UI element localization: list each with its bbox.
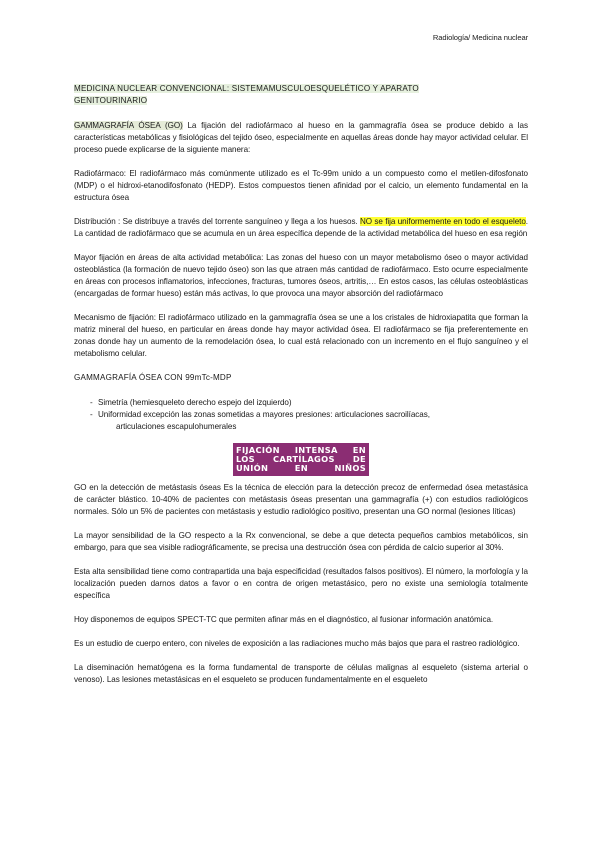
paragraph-metastasis: GO en la detección de metástasis óseas Es la técnica de elección para la detección precoz de enfermedad ósea metastásica de carácter blástico. 10-40% de pacientes con metástasis óseas presentan una gammagrafía (+) con estudios radiológicos normales. Sólo un 5% de pacientes con metástasis y estudio radiológico positivo, presentan una GO normal (lesiones líticas): [74, 483, 528, 516]
bullet-item-simetria: - Simetría (hemiesqueleto derecho espejo del izquierdo): [90, 397, 528, 409]
paragraph-diseminacion: La diseminación hematógena es la forma fundamental de transporte de células malignas al esqueleto (sistema arterial o venoso). Las lesiones metastásicas en el esqueleto se producen fundamentalmente en el esqueleto: [74, 663, 528, 684]
paragraph-cuerpo-entero: Es un estudio de cuerpo entero, con niveles de exposición a las radiaciones mucho más bajos que para el rastreo radiológico.: [74, 639, 520, 648]
distribucion-text: Distribución : Se distribuye a través del torrente sanguíneo y llega a los huesos.: [74, 217, 361, 226]
paragraph-sensibilidad: La mayor sensibilidad de la GO respecto a la Rx convencional, se debe a que detecta pequeños cambios metabólicos, sin embargo, para que sea visible radiográficamente, se precisa una destrucción ósea con pérdida de calcio superior al 30%.: [74, 531, 528, 552]
go-mdp-heading: GAMMAGRAFÍA ÓSEA CON 99mTc-MDP: [74, 373, 232, 382]
paragraph-distribucion: [74, 216, 528, 240]
paragraph-go-intro: [74, 120, 528, 156]
document-body: [74, 83, 528, 698]
go-label: GAMMAGRAFÍA ÓSEA (GO): [74, 121, 183, 130]
highlighted-text: NO se fija uniformemente en todo el esqueleto: [360, 217, 526, 226]
section-title: [74, 83, 528, 107]
paragraph-spect: Hoy disponemos de equipos SPECT-TC que permiten afinar más en el diagnóstico, al fusionar información anatómica.: [74, 615, 494, 624]
uniformidad-text: Uniformidad excepción las zonas sometidas a mayores presiones: articulaciones sacroilíacas,: [98, 410, 430, 419]
section-title-text: MEDICINA NUCLEAR CONVENCIONAL: SISTEMAMUSCULOESQUELÉTICO Y APARATO GENITOURINARIO: [74, 84, 419, 105]
banner-line-2: LOS CARTÍLAGOS DE: [236, 454, 366, 464]
banner-line-1: FIJACIÓN INTENSA EN: [236, 445, 366, 455]
paragraph-especificidad: Esta alta sensibilidad tiene como contrapartida una baja especificidad (resultados falsos positivos). El número, la morfología y la localización pueden darnos datos a favor o en contra de origen metastásico, pero no existe una semiología totalmente específica: [74, 567, 528, 600]
paragraph-mayor-fijacion: Mayor fijación en áreas de alta actividad metabólica: Las zonas del hueso con un mayor metabolismo óseo o mayor actividad osteoblástica (la formación de nuevo tejido óseo) son las que atraen más cantidad de radiofármaco. Esto ocurre especialmente en áreas con procesos inflamatorios, infecciones, fracturas, tumores óseos, artritis,… En estos casos, las células osteoblásticas (encargadas de formar hueso) están más activas, lo que provoca una mayor absorción del radiofármaco: [74, 253, 528, 298]
banner-line-3: UNIÓN EN NIÑOS: [236, 463, 366, 473]
paragraph-radiofarmaco: Radiofármaco: El radiofármaco más comúnmente utilizado es el Tc-99m unido a un compuesto como el metilen-difosfonato (MDP) o el hidroxi-etanodifosfonato (HEDP). Estos compuestos tienen afinidad por el calcio, un elemento fundamental en la estructura ósea: [74, 169, 528, 202]
go-intro-text: La fijación del radiofármaco al hueso en la gammagrafía ósea se produce debido a las características metabólicas y fisiológicas del tejido óseo, especialmente en aquellas áreas donde hay mayor actividad celular. El proceso puede explicarse de la siguiente manera:: [74, 121, 528, 154]
running-header: Radiología/ Medicina nuclear: [432, 33, 528, 42]
uniformidad-continuation: articulaciones escapulohumerales: [116, 422, 237, 431]
banner-container: [74, 443, 528, 476]
callout-banner: [233, 443, 369, 476]
bullet-list: [90, 397, 528, 433]
paragraph-mecanismo: Mecanismo de fijación: El radiofármaco utilizado en la gammagrafía ósea se une a los cristales de hidroxiapatita que forman la matriz mineral del hueso, en particular en áreas donde hay mayor actividad ósea. El radiofármaco se fija preferentemente en zonas donde hay un aumento de la remodelación ósea, lo cual está relacionado con un incremento en el flujo sanguíneo y el metabolismo celular.: [74, 313, 528, 358]
bullet-item-uniformidad: [90, 409, 528, 433]
distribucion-text-after: . La cantidad de radiofármaco que se acumula en un área específica depende de la actividad metabólica del hueso en esa región: [74, 217, 528, 238]
